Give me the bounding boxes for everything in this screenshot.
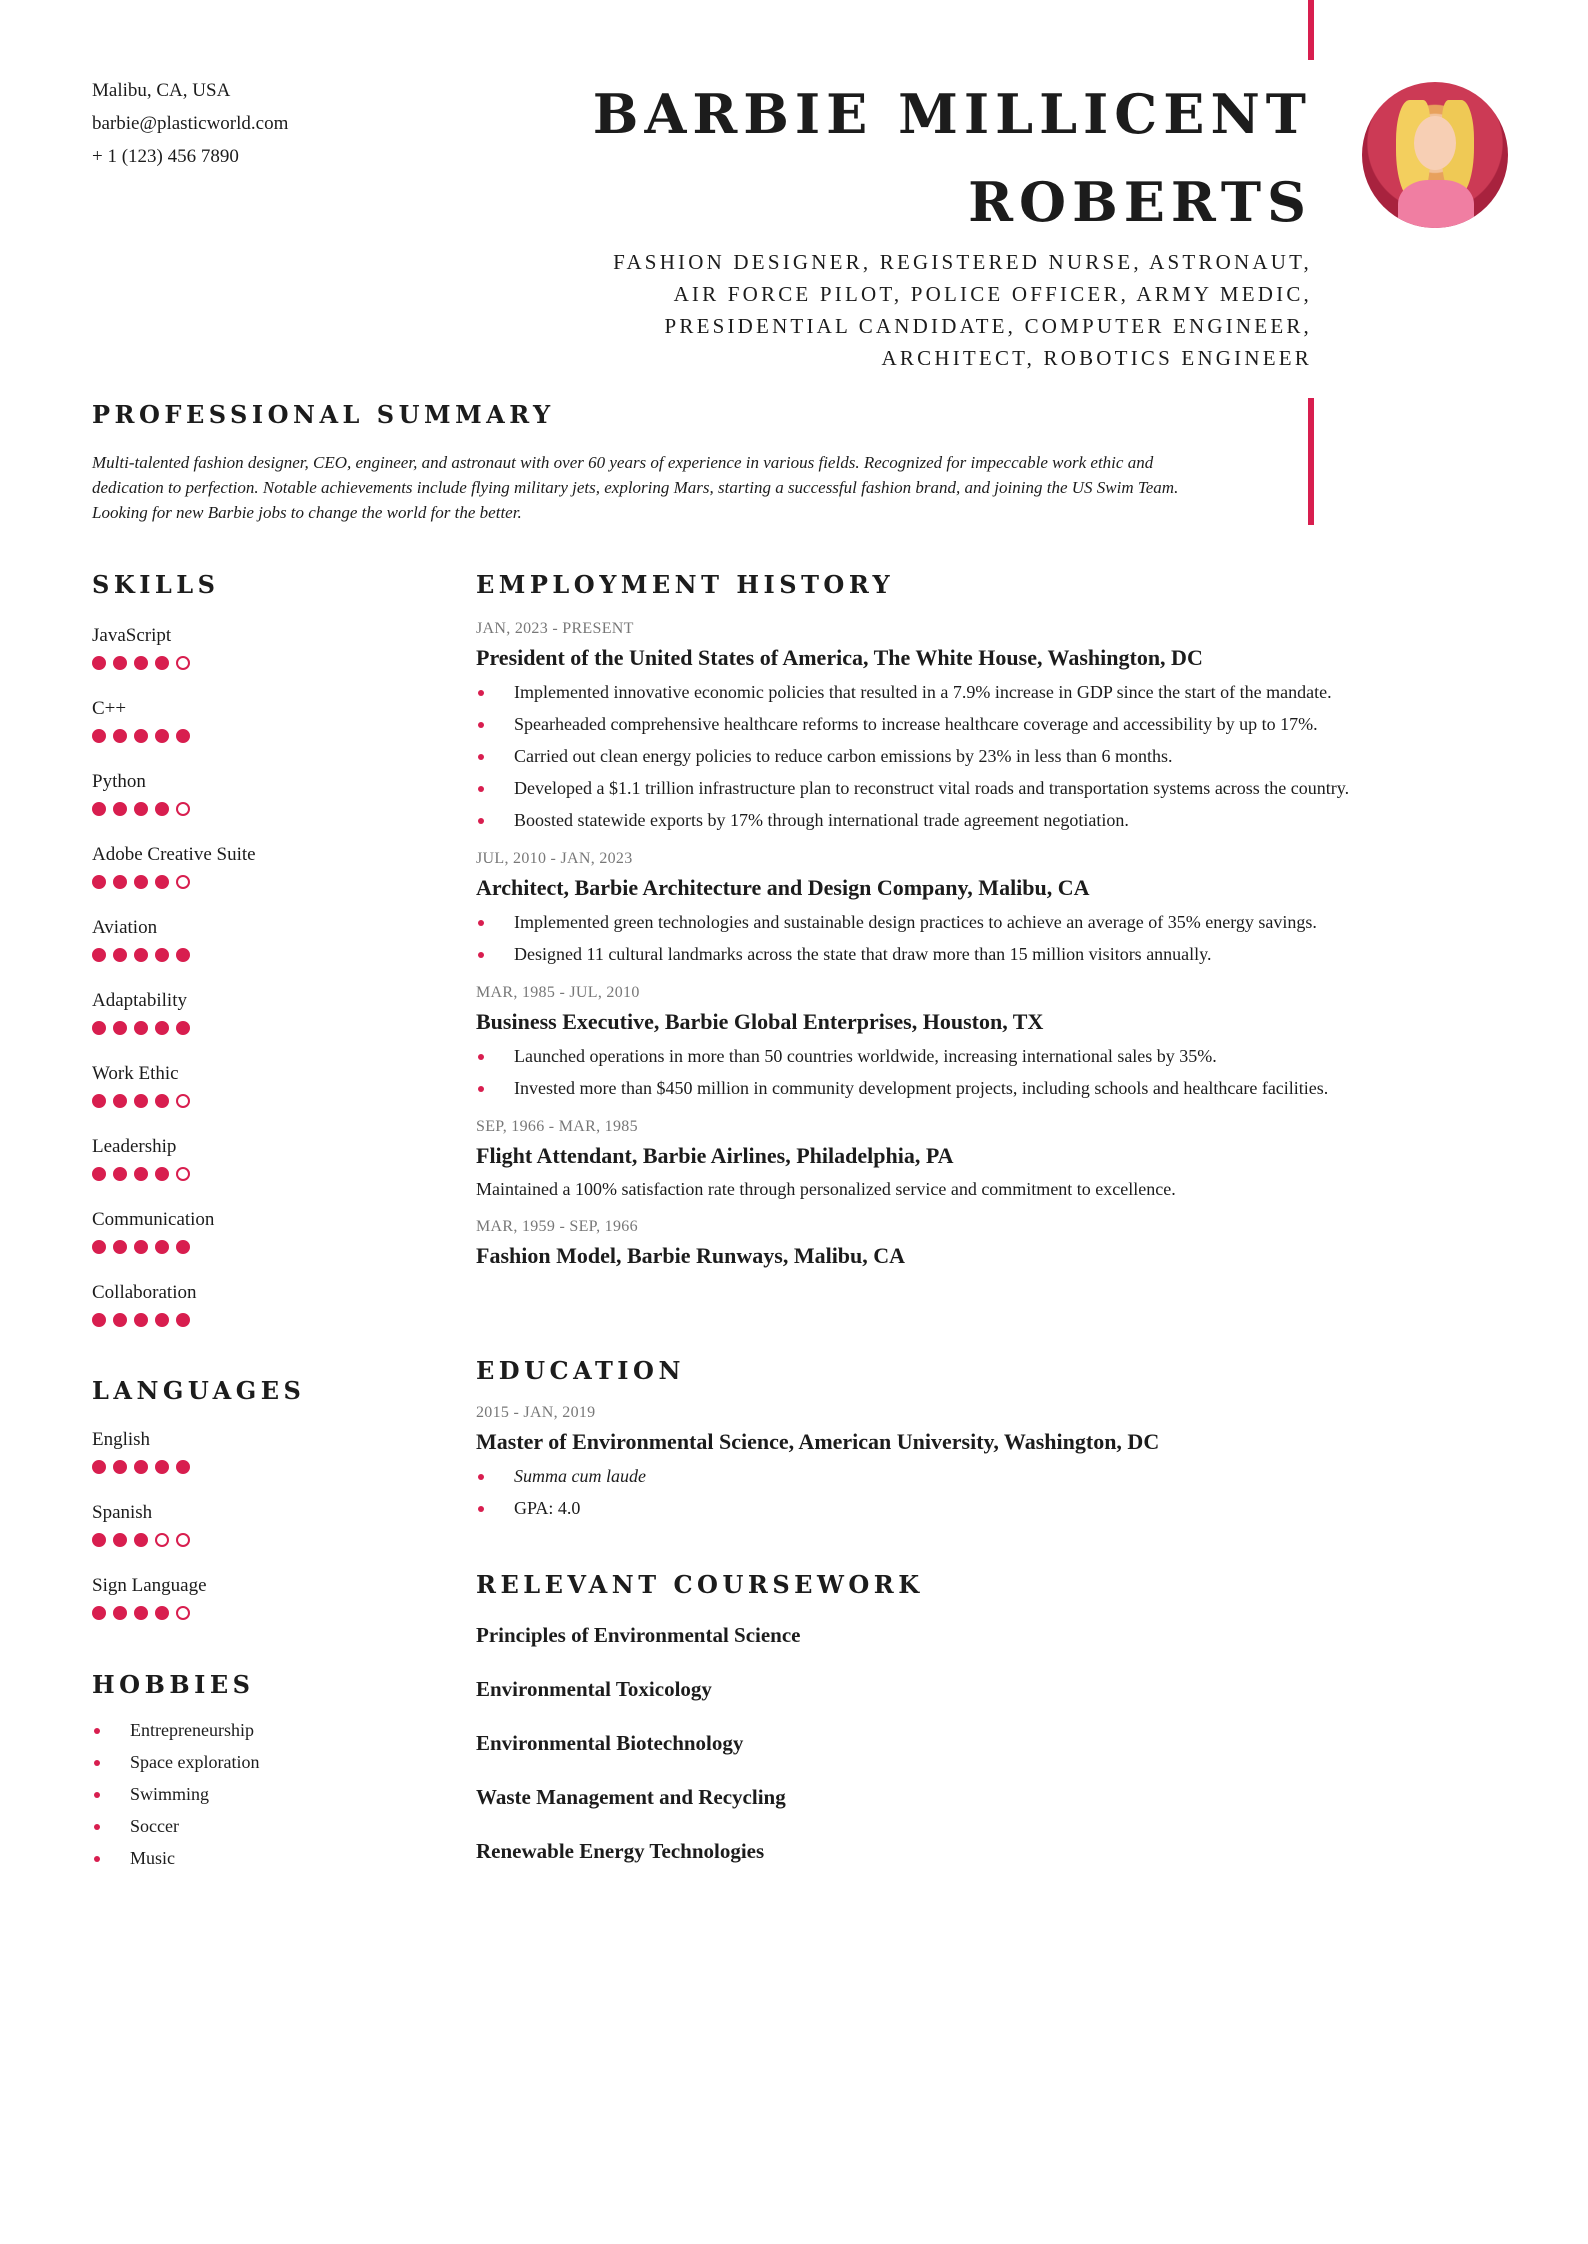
skill-rating [92, 1606, 452, 1620]
course-item: Environmental Biotechnology [476, 1731, 744, 1755]
contact-location: Malibu, CA, USA [92, 80, 231, 101]
rating-dot-filled [92, 1094, 106, 1108]
rating-dot-filled [176, 948, 190, 962]
languages-heading: LANGUAGES [92, 1376, 306, 1405]
titles-line: FASHION DESIGNER, REGISTERED NURSE, ASTRONAUT, [613, 250, 1312, 274]
skill-item [92, 1062, 452, 1135]
languages-list [92, 1428, 452, 1647]
contact-email[interactable]: barbie@plasticworld.com [92, 113, 289, 134]
education-heading: EDUCATION [476, 1356, 685, 1385]
skill-rating [92, 1094, 452, 1108]
rating-dot-filled [92, 802, 106, 816]
rating-dot-filled [113, 1240, 127, 1254]
candidate-name [593, 70, 1312, 246]
job-date: JAN, 2023 - PRESENT [476, 620, 634, 637]
job-description: Maintained a 100% satisfaction rate through personalized service and commitment to excellence. [476, 1179, 1176, 1199]
rating-dot-filled [155, 1167, 169, 1181]
skill-name: Leadership [92, 1136, 177, 1157]
contact-block [92, 74, 288, 173]
rating-dot-filled [92, 729, 106, 743]
rating-dot-filled [92, 1460, 106, 1474]
rating-dot-filled [92, 656, 106, 670]
rating-dot-filled [134, 1167, 148, 1181]
skill-rating [92, 1460, 452, 1474]
skill-rating [92, 802, 452, 816]
job-title: Business Executive, Barbie Global Enterprises, Houston, TX [476, 1009, 1044, 1034]
rating-dot-filled [113, 729, 127, 743]
rating-dot-filled [113, 1460, 127, 1474]
skill-item [92, 770, 452, 843]
skill-name: Sign Language [92, 1575, 207, 1596]
skill-name: Communication [92, 1209, 215, 1230]
skill-item [92, 989, 452, 1062]
titles-line: PRESIDENTIAL CANDIDATE, COMPUTER ENGINEER, [664, 314, 1312, 338]
profile-photo [1362, 82, 1508, 228]
skill-item [92, 916, 452, 989]
skill-name: Aviation [92, 917, 158, 938]
skill-item [92, 1281, 452, 1354]
skill-name: Adaptability [92, 990, 187, 1011]
job-entry [476, 848, 1516, 970]
rating-dot-filled [155, 875, 169, 889]
rating-dot-filled [134, 1240, 148, 1254]
skill-rating [92, 1167, 452, 1181]
skill-name: Adobe Creative Suite [92, 844, 256, 865]
rating-dot-filled [113, 1606, 127, 1620]
rating-dot-filled [176, 729, 190, 743]
accent-bar-top [1308, 0, 1314, 60]
rating-dot-filled [155, 1021, 169, 1035]
job-title: Architect, Barbie Architecture and Design Company, Malibu, CA [476, 875, 1090, 900]
job-entry [476, 1116, 1516, 1204]
hobby-item: Entrepreneurship [92, 1714, 452, 1746]
job-title: President of the United States of America, The White House, Washington, DC [476, 645, 1203, 670]
skill-name: Collaboration [92, 1282, 197, 1303]
rating-dot-empty [176, 802, 190, 816]
skill-item [92, 1428, 452, 1501]
rating-dot-filled [113, 656, 127, 670]
job-title: Fashion Model, Barbie Runways, Malibu, CA [476, 1243, 906, 1268]
job-bullet: Implemented innovative economic policies that resulted in a 7.9% increase in GDP since the start of the mandate. [476, 676, 1516, 708]
rating-dot-filled [134, 1533, 148, 1547]
job-entry [476, 1216, 1516, 1272]
job-entry [476, 618, 1516, 836]
rating-dot-filled [92, 1606, 106, 1620]
skill-rating [92, 1021, 452, 1035]
rating-dot-filled [155, 656, 169, 670]
name-line-2: ROBERTS [968, 170, 1312, 234]
rating-dot-filled [176, 1240, 190, 1254]
rating-dot-filled [176, 1021, 190, 1035]
education-date: 2015 - JAN, 2019 [476, 1404, 596, 1421]
rating-dot-filled [155, 802, 169, 816]
skill-item [92, 697, 452, 770]
rating-dot-filled [92, 1240, 106, 1254]
rating-dot-filled [134, 1021, 148, 1035]
skill-rating [92, 948, 452, 962]
titles-line: AIR FORCE PILOT, POLICE OFFICER, ARMY MEDIC, [673, 282, 1312, 306]
coursework-list [476, 1608, 1516, 1878]
rating-dot-filled [155, 1606, 169, 1620]
skill-rating [92, 729, 452, 743]
rating-dot-empty [176, 1606, 190, 1620]
rating-dot-empty [176, 1167, 190, 1181]
education-bullet: GPA: 4.0 [476, 1492, 1516, 1524]
skill-item [92, 1135, 452, 1208]
skills-list [92, 624, 452, 1354]
job-bullet: Designed 11 cultural landmarks across the state that draw more than 15 million visitors annually. [476, 938, 1516, 970]
rating-dot-filled [155, 1094, 169, 1108]
education-bullet: Summa cum laude [476, 1460, 1516, 1492]
skill-item [92, 843, 452, 916]
skill-rating [92, 875, 452, 889]
rating-dot-filled [92, 1167, 106, 1181]
name-line-1: BARBIE MILLICENT [592, 82, 1312, 146]
rating-dot-filled [176, 1313, 190, 1327]
rating-dot-filled [113, 802, 127, 816]
skill-item [92, 624, 452, 697]
rating-dot-filled [134, 1313, 148, 1327]
rating-dot-filled [134, 802, 148, 816]
hobbies-list [92, 1714, 452, 1874]
rating-dot-filled [155, 1240, 169, 1254]
course-item: Renewable Energy Technologies [476, 1839, 765, 1863]
rating-dot-filled [134, 1460, 148, 1474]
job-titles [613, 246, 1312, 374]
skill-item [92, 1501, 452, 1574]
rating-dot-filled [155, 729, 169, 743]
skill-rating [92, 1240, 452, 1254]
skill-rating [92, 1533, 452, 1547]
rating-dot-filled [92, 948, 106, 962]
contact-phone[interactable]: + 1 (123) 456 7890 [92, 146, 239, 167]
rating-dot-filled [134, 656, 148, 670]
summary-text: Multi-talented fashion designer, CEO, engineer, and astronaut with over 60 years of experience in various fields. Recognized for impeccable work ethic and dedication to perfection. Notable achievements include flying military jets, exploring Mars, starting a successful fashion brand, and joining the US Swim Team. Looking for new Barbie jobs to change the world for the better. [92, 453, 1179, 522]
skill-rating [92, 1313, 452, 1327]
skill-item [92, 1574, 452, 1647]
rating-dot-filled [134, 875, 148, 889]
coursework-heading: RELEVANT COURSEWORK [476, 1570, 924, 1599]
rating-dot-filled [155, 1313, 169, 1327]
skills-heading: SKILLS [92, 570, 220, 599]
rating-dot-empty [155, 1533, 169, 1547]
rating-dot-filled [134, 729, 148, 743]
course-item: Waste Management and Recycling [476, 1785, 786, 1809]
summary-heading: PROFESSIONAL SUMMARY [92, 400, 555, 429]
rating-dot-filled [113, 875, 127, 889]
job-bullets [476, 676, 1516, 836]
job-entry [476, 982, 1516, 1104]
rating-dot-filled [155, 1460, 169, 1474]
rating-dot-filled [134, 1606, 148, 1620]
job-date: MAR, 1985 - JUL, 2010 [476, 984, 640, 1001]
course-item: Environmental Toxicology [476, 1677, 712, 1701]
skill-name: Work Ethic [92, 1063, 179, 1084]
rating-dot-empty [176, 656, 190, 670]
skill-name: JavaScript [92, 625, 172, 646]
hobby-item: Soccer [92, 1810, 452, 1842]
rating-dot-filled [113, 1313, 127, 1327]
job-date: MAR, 1959 - SEP, 1966 [476, 1218, 638, 1235]
rating-dot-filled [113, 1021, 127, 1035]
job-bullet: Developed a $1.1 trillion infrastructure plan to reconstruct vital roads and transportation systems across the country. [476, 772, 1516, 804]
rating-dot-filled [155, 948, 169, 962]
rating-dot-filled [176, 1460, 190, 1474]
rating-dot-filled [113, 1167, 127, 1181]
titles-line: ARCHITECT, ROBOTICS ENGINEER [881, 346, 1312, 370]
skill-item [92, 1208, 452, 1281]
rating-dot-filled [113, 948, 127, 962]
employment-list [476, 618, 1516, 1284]
skill-name: C++ [92, 698, 127, 719]
job-date: SEP, 1966 - MAR, 1985 [476, 1118, 638, 1135]
job-bullet: Boosted statewide exports by 17% through international trade agreement negotiation. [476, 804, 1516, 836]
rating-dot-empty [176, 1533, 190, 1547]
rating-dot-filled [92, 1021, 106, 1035]
job-bullets [476, 906, 1516, 970]
job-bullet: Implemented green technologies and sustainable design practices to achieve an average of 35% energy savings. [476, 906, 1516, 938]
hobby-item: Music [92, 1842, 452, 1874]
hobby-item: Space exploration [92, 1746, 452, 1778]
rating-dot-filled [92, 875, 106, 889]
job-bullet: Invested more than $450 million in community development projects, including schools and healthcare facilities. [476, 1072, 1516, 1104]
skill-name: Spanish [92, 1502, 153, 1523]
job-bullet: Carried out clean energy policies to reduce carbon emissions by 23% in less than 6 months. [476, 740, 1516, 772]
hobby-item: Swimming [92, 1778, 452, 1810]
skill-name: English [92, 1429, 151, 1450]
rating-dot-filled [134, 948, 148, 962]
skill-name: Python [92, 771, 146, 792]
hobbies-heading: HOBBIES [92, 1670, 255, 1699]
job-date: JUL, 2010 - JAN, 2023 [476, 850, 633, 867]
hobbies-list-wrap [92, 1714, 452, 1874]
course-item: Principles of Environmental Science [476, 1623, 801, 1647]
employment-heading: EMPLOYMENT HISTORY [476, 570, 895, 599]
rating-dot-filled [92, 1533, 106, 1547]
education-entry [476, 1402, 1516, 1524]
job-bullet: Launched operations in more than 50 countries worldwide, increasing international sales by 35%. [476, 1040, 1516, 1072]
education-title: Master of Environmental Science, American University, Washington, DC [476, 1429, 1160, 1454]
job-bullets [476, 1040, 1516, 1104]
rating-dot-filled [134, 1094, 148, 1108]
skill-rating [92, 656, 452, 670]
job-bullet: Spearheaded comprehensive healthcare reforms to increase healthcare coverage and accessibility by up to 17%. [476, 708, 1516, 740]
rating-dot-filled [92, 1313, 106, 1327]
rating-dot-filled [113, 1533, 127, 1547]
rating-dot-filled [113, 1094, 127, 1108]
rating-dot-empty [176, 875, 190, 889]
rating-dot-empty [176, 1094, 190, 1108]
job-title: Flight Attendant, Barbie Airlines, Philadelphia, PA [476, 1143, 954, 1168]
accent-bar-summary [1308, 398, 1314, 525]
